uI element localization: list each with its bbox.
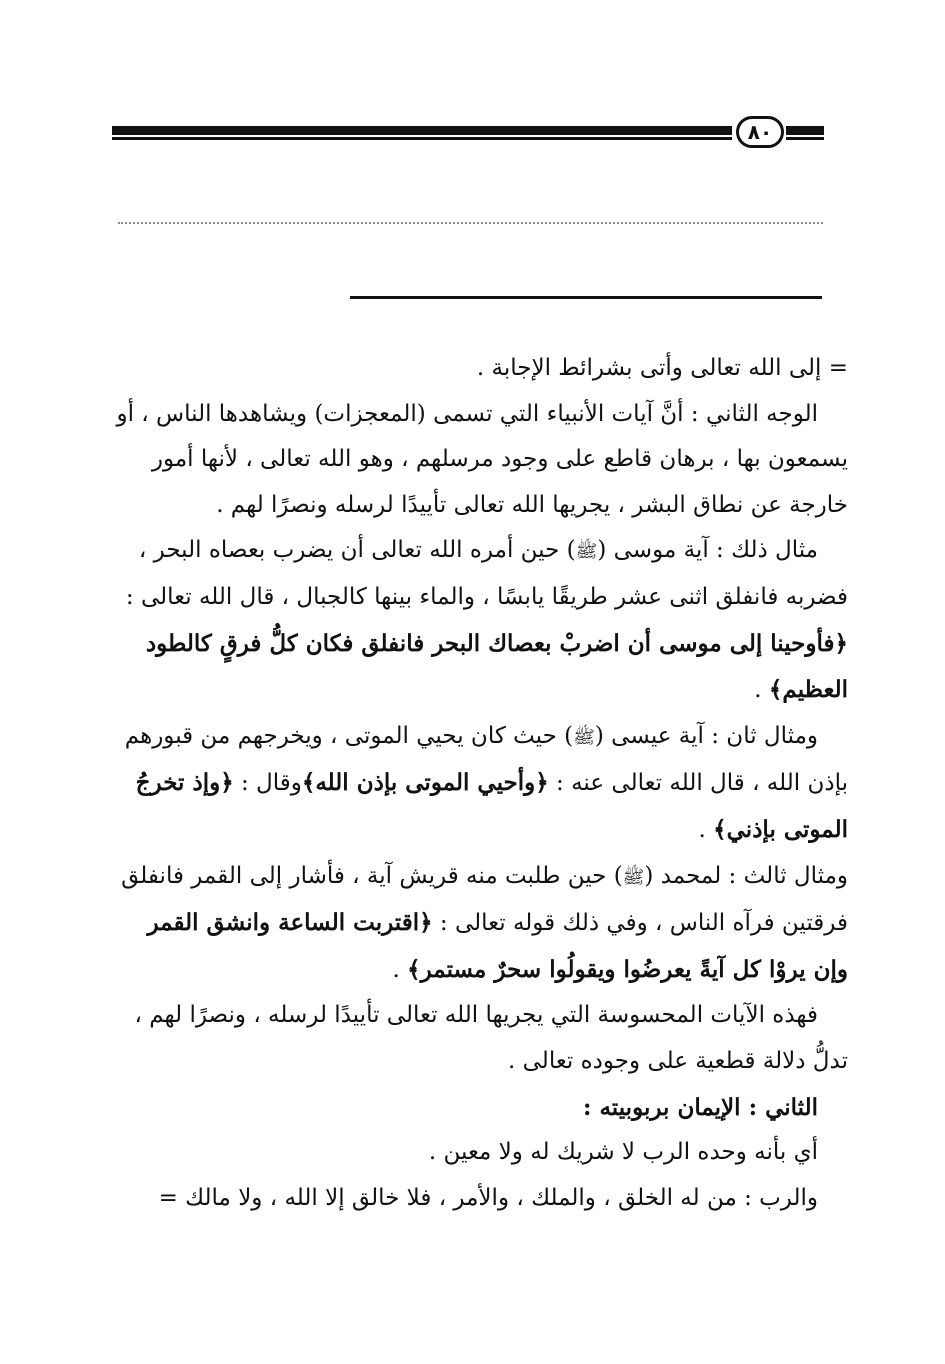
pbuh-symbol: ﷺ (622, 866, 645, 888)
moses-end: . (754, 677, 769, 704)
muhammad-end: . (392, 956, 408, 983)
quran-verse-moon: ﴿اقتربت الساعة وانشق القمر وإن يروْا كل آيةً يعرضُوا ويقولُوا سحرٌ مستمر﴾ (147, 909, 848, 983)
dotted-separator (118, 222, 823, 224)
moses-body: ) حين أمره الله تعالى أن يضرب بعصاه البحر ، فضربه فانفلق اثنى عشر طريقًا يابسًا ، والماء بينها كالجبال ، قال الله تعالى : (125, 537, 848, 610)
muhammad-intro: ومثال ثالث : لمحمد ( (644, 862, 848, 889)
paragraph-lordship-definition: أي بأنه وحده الرب لا شريك له ولا معين . (428, 1139, 818, 1166)
jesus-mid: وقال : (233, 770, 302, 797)
quran-verse-jesus-2: ﴿وإذ تخرجُ الموتى بإذني﴾ (135, 769, 848, 843)
quran-verse-jesus-1: ﴿وأحيي الموتى بإذن الله﴾ (301, 769, 549, 797)
body-text (106, 346, 848, 1221)
jesus-body: ) حيث كان يحيي الموتى ، ويخرجهم من قبورهم بإذن الله ، قال الله تعالى عنه : (124, 722, 848, 797)
paragraph-jesus-example (106, 714, 848, 854)
quran-verse-moses: ﴿فأوحينا إلى موسى أن اضربْ بعصاك البحر فانفلق فكان كلُّ فرقٍ كالطود العظيم﴾ (145, 629, 848, 704)
jesus-end: . (698, 816, 714, 843)
paragraph-second-aspect: الوجه الثاني : أنَّ آيات الأنبياء التي تسمى (المعجزات) ويشاهدها الناس ، أو يسمعون بها ، برهان قاطع على وجود مرسلهم ، وهو الله تعالى ، لأنها أمور خارجة عن نطاق البشر ، يجريها الله تعالى تأييدًا لرسله ونصرًا لهم . (116, 400, 848, 518)
muhammad-body: ) حين طلبت منه قريش آية ، فأشار إلى القمر فانفلق فرقتين فرآه الناس ، وفي ذلك قوله تعالى : (121, 862, 848, 937)
pbuh-symbol: ﷺ (575, 541, 598, 563)
heading-lordship: الثاني : الإيمان بربوبيته : (582, 1093, 818, 1121)
header-rule (112, 126, 732, 135)
page-number: ٨٠ (736, 116, 784, 148)
paragraph-conclusion: فهذه الآيات المحسوسة التي يجريها الله تعالى تأييدًا لرسله ، ونصرًا لهم ، تدلُّ دلالة قطعية على وجوده تعالى . (134, 1002, 848, 1074)
footnote-rule (350, 296, 822, 299)
header-dash (786, 126, 824, 135)
paragraph-muhammad-example (106, 854, 848, 994)
pbuh-symbol: ﷺ (573, 726, 595, 748)
moses-intro: مثال ذلك : آية موسى ( (597, 537, 818, 564)
paragraph-continuation: = إلى الله تعالى وأتى بشرائط الإجابة . (476, 355, 848, 381)
jesus-intro: ومثال ثان : آية عيسى ( (594, 722, 818, 749)
paragraph-moses-example (106, 528, 848, 713)
paragraph-lord-meaning: والرب : من له الخلق ، والملك ، والأمر ، فلا خالق إلا الله ، ولا مالك = (158, 1184, 818, 1211)
